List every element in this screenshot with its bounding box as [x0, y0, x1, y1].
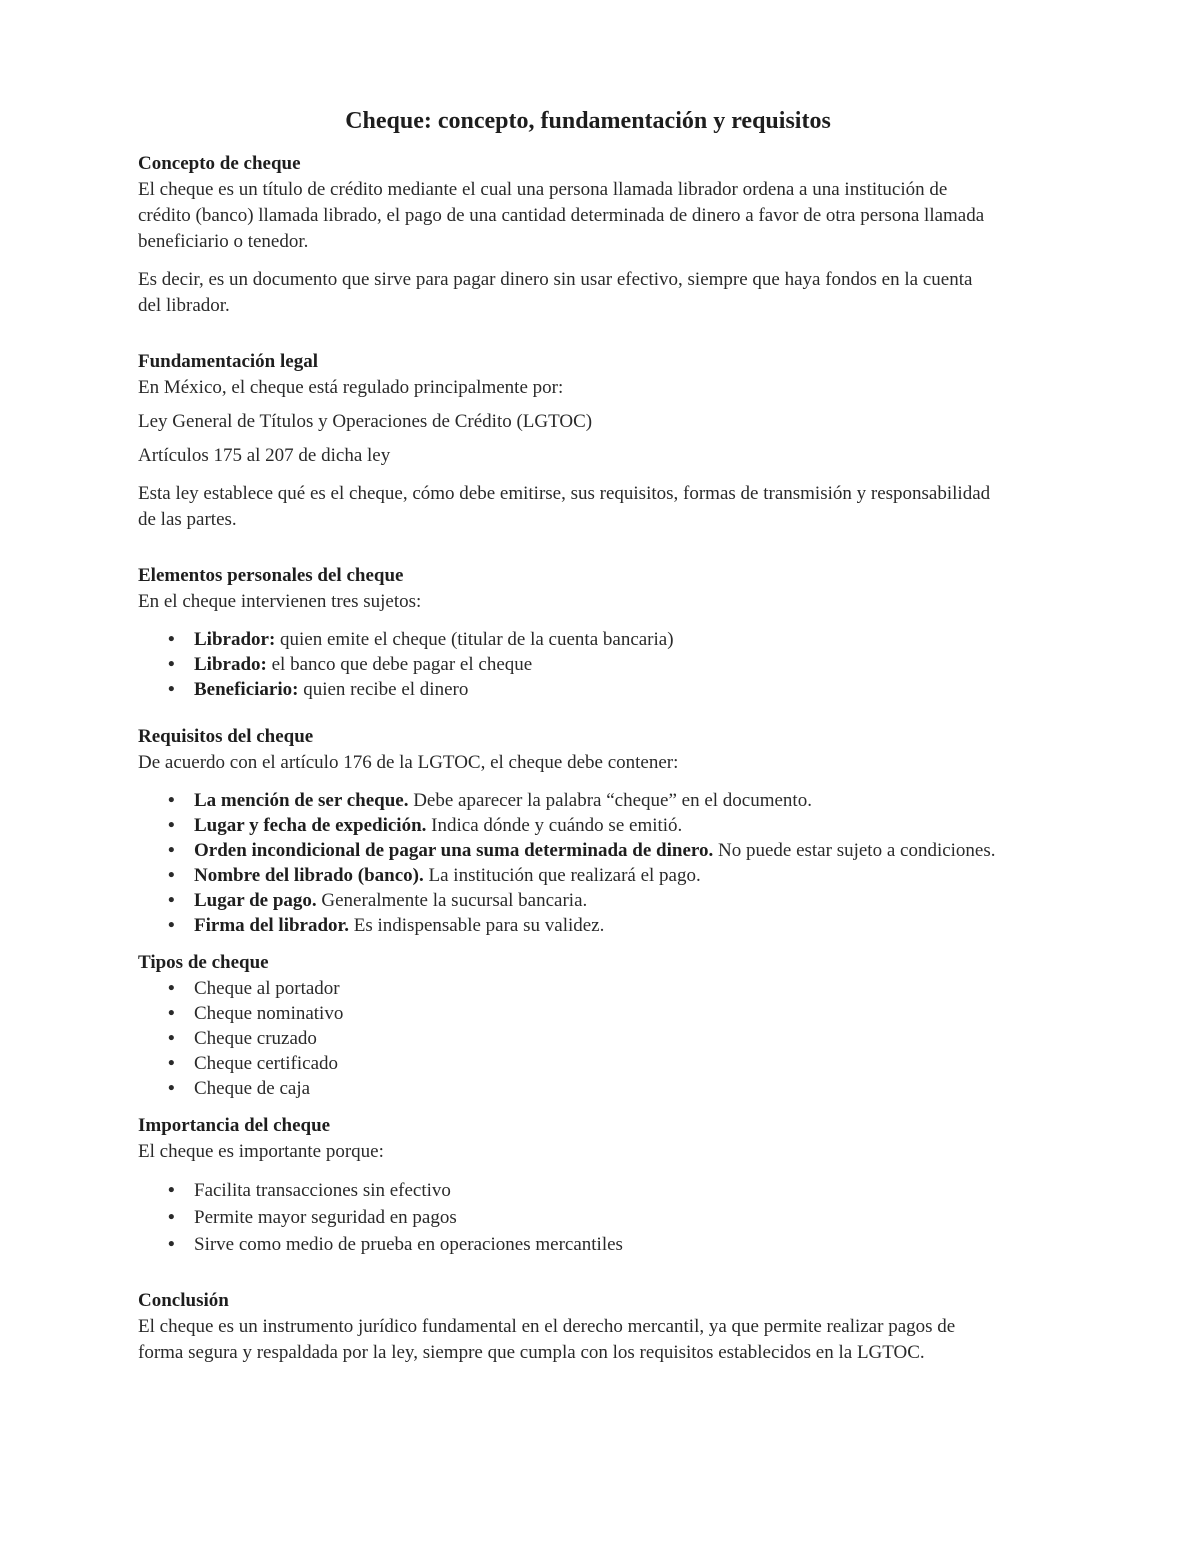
bullet-icon: • — [168, 1053, 175, 1074]
list-item-text: Cheque cruzado — [194, 1028, 317, 1049]
bullet-icon: • — [168, 1234, 175, 1255]
paragraph-concepto-2: Es decir, es un documento que sirve para pagar dinero sin usar efectivo, siempre que haya fondos en la cuenta del librador. — [138, 269, 973, 316]
tipos-list — [138, 976, 998, 1101]
page-title: Cheque: concepto, fundamentación y requisitos — [345, 108, 831, 134]
list-item-term: Lugar de pago. — [194, 890, 317, 911]
list-item-text: Cheque al portador — [194, 978, 340, 999]
list-item-term: Librador: — [194, 629, 276, 650]
list-item — [138, 652, 998, 677]
bullet-icon: • — [168, 1180, 175, 1201]
list-item-text: Cheque de caja — [194, 1078, 311, 1099]
bullet-icon: • — [168, 915, 175, 936]
list-item-text: quien emite el cheque (titular de la cuenta bancaria) — [275, 629, 674, 650]
bullet-icon: • — [168, 629, 175, 650]
list-item-term: Orden incondicional de pagar una suma determinada de dinero. — [194, 840, 714, 861]
bullet-icon: • — [168, 1028, 175, 1049]
list-item-term: Beneficiario: — [194, 679, 299, 700]
list-item — [138, 677, 998, 702]
fundamentacion-line-1: En México, el cheque está regulado principalmente por: — [138, 377, 564, 398]
list-item-text: La institución que realizará el pago. — [423, 865, 701, 886]
list-item — [138, 813, 998, 838]
fundamentacion-line-2: Ley General de Títulos y Operaciones de Crédito (LGTOC) — [138, 411, 593, 432]
list-item — [138, 627, 998, 652]
heading-concepto: Concepto de cheque — [138, 153, 301, 174]
fundamentacion-line-3: Artículos 175 al 207 de dicha ley — [138, 445, 391, 466]
paragraph-concepto-1: El cheque es un título de crédito mediante el cual una persona llamada librador ordena a una institución de crédito (banco) llamada librado, el pago de una cantidad determinada de dinero a favor de otra persona llamada beneficiario o tenedor. — [138, 179, 985, 252]
heading-importancia: Importancia del cheque — [138, 1115, 331, 1136]
requisitos-list — [138, 788, 998, 938]
list-item-text: Facilita transacciones sin efectivo — [194, 1180, 451, 1201]
importancia-intro: El cheque es importante porque: — [138, 1141, 384, 1162]
list-item-term: Firma del librador. — [194, 915, 349, 936]
list-item-text: Generalmente la sucursal bancaria. — [316, 890, 588, 911]
heading-tipos: Tipos de cheque — [138, 952, 269, 973]
paragraph-fundamentacion: Esta ley establece qué es el cheque, cómo debe emitirse, sus requisitos, formas de transmisión y responsabilidad de las partes. — [138, 483, 991, 530]
list-item-text: Sirve como medio de prueba en operaciones mercantiles — [194, 1234, 623, 1255]
bullet-icon: • — [168, 1003, 175, 1024]
list-item-text: Cheque nominativo — [194, 1003, 344, 1024]
list-item — [138, 1051, 998, 1076]
list-item-text: Es indispensable para su validez. — [349, 915, 605, 936]
importancia-list — [138, 1177, 998, 1258]
bullet-icon: • — [168, 790, 175, 811]
list-item-term: La mención de ser cheque. — [194, 790, 409, 811]
bullet-icon: • — [168, 978, 175, 999]
bullet-icon: • — [168, 890, 175, 911]
requisitos-intro: De acuerdo con el artículo 176 de la LGTOC, el cheque debe contener: — [138, 752, 679, 773]
list-item-text: quien recibe el dinero — [298, 679, 469, 700]
bullet-icon: • — [168, 679, 175, 700]
heading-fundamentacion: Fundamentación legal — [138, 351, 318, 372]
list-item — [138, 913, 998, 938]
list-item — [138, 1204, 998, 1231]
list-item-text: No puede estar sujeto a condiciones. — [713, 840, 996, 861]
heading-requisitos: Requisitos del cheque — [138, 726, 314, 747]
list-item — [138, 1231, 998, 1258]
list-item-term: Librado: — [194, 654, 267, 675]
heading-elementos: Elementos personales del cheque — [138, 565, 404, 586]
list-item-text: Indica dónde y cuándo se emitió. — [426, 815, 683, 836]
list-item-text: Debe aparecer la palabra “cheque” en el documento. — [408, 790, 812, 811]
bullet-icon: • — [168, 865, 175, 886]
document-content — [138, 108, 998, 1366]
list-item — [138, 976, 998, 1001]
list-item-term: Nombre del librado (banco). — [194, 865, 424, 886]
list-item — [138, 788, 998, 813]
list-item-text: Permite mayor seguridad en pagos — [194, 1207, 457, 1228]
list-item-text: el banco que debe pagar el cheque — [266, 654, 533, 675]
paragraph-conclusion: El cheque es un instrumento jurídico fundamental en el derecho mercantil, ya que permite realizar pagos de forma segura y respaldada por la ley, siempre que cumpla con los requisitos establecidos en la LGTOC. — [138, 1316, 956, 1363]
bullet-icon: • — [168, 1078, 175, 1099]
list-item — [138, 888, 998, 913]
list-item — [138, 1076, 998, 1101]
heading-conclusion: Conclusión — [138, 1290, 229, 1311]
bullet-icon: • — [168, 654, 175, 675]
list-item-text: Cheque certificado — [194, 1053, 339, 1074]
list-item — [138, 1026, 998, 1051]
elementos-list — [138, 627, 998, 702]
list-item — [138, 838, 998, 863]
bullet-icon: • — [168, 1207, 175, 1228]
elementos-intro: En el cheque intervienen tres sujetos: — [138, 591, 422, 612]
bullet-icon: • — [168, 840, 175, 861]
list-item — [138, 1177, 998, 1204]
bullet-icon: • — [168, 815, 175, 836]
list-item — [138, 1001, 998, 1026]
list-item — [138, 863, 998, 888]
list-item-term: Lugar y fecha de expedición. — [194, 815, 427, 836]
